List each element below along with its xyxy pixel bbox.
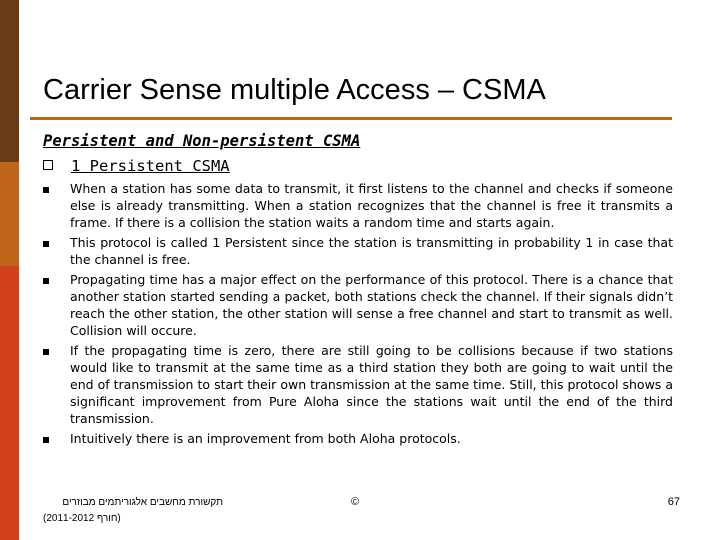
title-underline-rule [30,117,672,120]
hollow-square-bullet-icon [43,160,53,170]
list-item-text: If the propagating time is zero, there are still going to be collisions because if two stations would like to transmit at the same time as a third station they both are going to wait until the end of transmission to start their own transmission at the same time. Still, this protocol shows a significant improvement from Pure Aloha since the stations wait until the end of the third transmission. [70,343,673,426]
list-item [0,180,720,231]
bullet-list [0,180,720,450]
slide-subtitle: Persistent and Non-persistent CSMA [43,132,361,150]
list-item [0,271,720,339]
decorative-band-top [0,0,19,162]
list-item [0,234,720,268]
list-item-text: Intuitively there is an improvement from both Aloha protocols. [70,431,461,446]
list-item-text: This protocol is called 1 Persistent since the station is transmitting in probability 1 in case that the channel is free. [70,235,673,267]
footer-page-number: 67 [667,496,680,508]
list-item [0,342,720,427]
footer-course-info [43,496,223,525]
list-item-text: When a station has some data to transmit, it first listens to the channel and checks if someone else is already transmitting. When a station recognizes that the channel is free it transmits a frame. If there is a collision the station waits a random time and starts again. [70,181,673,230]
section-heading: 1 Persistent CSMA [71,157,230,175]
square-bullet-icon [43,437,49,443]
list-item-text: Propagating time has a major effect on the performance of this protocol. There is a chance that another station started sending a packet, both stations check the channel. If their signals didn’t reach the other station, the other station will sense a free channel and start to transmit as well. Collision will occure. [70,272,673,338]
footer-course-title: תקשורת מחשבים אלגוריתמים מבוזרים [62,497,223,508]
square-bullet-icon [43,278,49,284]
square-bullet-icon [43,241,49,247]
slide-title: Carrier Sense multiple Access – CSMA [43,74,546,106]
square-bullet-icon [43,349,49,355]
footer-copyright: © [351,496,360,508]
square-bullet-icon [43,187,49,193]
footer-course-term: (חורף 2011-2012) [43,513,121,524]
list-item [0,430,720,447]
